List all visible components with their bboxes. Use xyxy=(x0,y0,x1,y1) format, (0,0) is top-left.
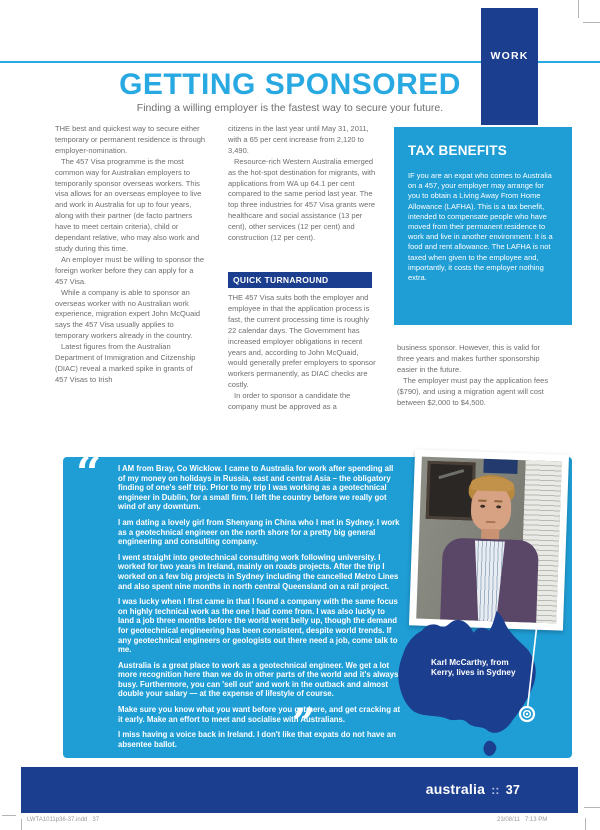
page-title: GETTING SPONSORED xyxy=(119,68,461,101)
person-eyebrow xyxy=(478,500,486,502)
paragraph: I miss having a voice back in Ireland. I don't like that expats do not have an absentee ballot. xyxy=(118,730,396,749)
paragraph: While a company is able to sponsor an overseas worker with no Australian work experience, migration expert John McQuaid says the 457 Visa usually applies to temporary workers already in the country. xyxy=(55,287,201,341)
person-face xyxy=(470,484,512,531)
magazine-name: australia xyxy=(425,781,486,797)
paragraph: THE 457 Visa suits both the employer and employee in that the application process is fast, the current processing time is roughly 22 calendar days. The Government has increased employer obligations in recent years and, according to John McQuaid, would generally prefer employers to sponsor workers permanently, as DIAC checks are costly. xyxy=(228,293,376,390)
quote-close-icon: ” xyxy=(292,700,316,747)
paragraph: citizens in the last year until May 31, 2011, with a 65 per cent increase from 2,120 to 3,490. xyxy=(228,124,369,155)
crop-mark xyxy=(578,0,579,18)
page-subtitle: Finding a willing employer is the fastest way to secure your future. xyxy=(136,102,444,114)
tax-benefits-body: IF you are an expat who comes to Australia on a 457, your employer may arrange for you to obtain a Living Away From Home Allowance (LAFHA). This is a tax benefit, intended to compensate people who have moved from their permanent residence to work and live in another environment. It is a food and rent allowance. The LAFHA is not taxed when given to the employee and, importantly, it costs the employer nothing extra. xyxy=(408,171,553,283)
location-target-icon xyxy=(495,612,545,730)
paragraph: Latest figures from the Australian Department of Immigration and Citzenship (DIAC) reveal a marked spike in grants of 457 Visas to Irish xyxy=(55,342,196,384)
paragraph: The 457 Visa programme is the most common way for Australian employers to temporarily sponsor overseas workers. This visa allows for an overseas employee to live and work in Australia for up to four years, along with their partner (de facto partners have to meet certain criteria), child or dependant relative, who may also work and study during this time. xyxy=(55,156,202,253)
person-eye xyxy=(496,505,501,508)
paragraph: An employer must be willing to sponsor the foreign worker before they can apply for a 457 Visa. xyxy=(55,254,204,286)
print-file-name: LWTA1011p36-37.indd 37 xyxy=(27,817,100,823)
person-eyebrow xyxy=(494,500,502,502)
paragraph: business sponsor. However, this is valid for three years and makes further sponsorship easier in the future. xyxy=(397,343,540,374)
person-mouth xyxy=(486,521,496,523)
person-eye xyxy=(480,505,485,508)
paragraph: I was lucky when I first came in that I found a company with the same focus on highly technical work as the one I had come from. I was also lucky to land a job three months before the world went belly up, though the demand for geotechnical engineering has been consistent, despite world trends. If any geotechnical engineers or geologists out there need a job, come talk to me. xyxy=(118,597,398,655)
wall-poster xyxy=(483,459,517,474)
testimonial-text xyxy=(118,464,402,755)
magazine-logo xyxy=(426,781,520,797)
paragraph: I am dating a lovely girl from Shenyang in China who I met in Sydney. I work as a geotechnical engineer on the north shore for a pretty big general engineering and consulting company. xyxy=(118,517,400,547)
article-column-2-bottom xyxy=(228,293,379,413)
photo-image xyxy=(416,457,562,624)
tax-benefits-heading: TAX BENEFITS xyxy=(408,143,507,158)
article-column-3 xyxy=(397,343,549,408)
paragraph: Resource-rich Western Australia emerged as the hot-spot destination for migrants, with applications from WA up 64.1 per cent compared to the same period last year. The top three industries for 457 Visa grants were healthcare and social assistance (13 per cent), other services (12 per cent) and construction (12 per cent). xyxy=(228,156,376,243)
paragraph: I went straight into geotechnical consulting work following university. I worked for two years in Ireland, mainly on roads projects. After the trip I worked on a few big projects in Sydney including the cancelled Metro Lines and also spent nine months in north central Queensland on a rail project. xyxy=(118,552,399,591)
map-caption-line1: Karl McCarthy, from xyxy=(431,658,509,667)
paragraph: I AM from Bray, Co Wicklow. I came to Australia for work after spending all of my money on holidays in Russia, east and central Asia – the obligatory finding of one's self trip. Prior to my trip I was working as a geotechnical engineer in Dublin, for a small firm. I left the country before we really got wind of any downturn. xyxy=(118,464,394,512)
crop-mark xyxy=(585,818,586,830)
paragraph: Australia is a great place to work as a geotechnical engineer. We get a lot more recognition here than we do in other parts of the world and it's always busy. Furthermore, you can 'sell out' and work in the outback and almost double your salary — at the expense of lifestyle of course. xyxy=(118,660,399,699)
photo-karl-mccarthy xyxy=(409,449,569,630)
map-caption-line2: Kerry, lives in Sydney xyxy=(431,668,516,677)
paragraph: In order to sponsor a candidate the company must be approved as a xyxy=(228,391,351,412)
tax-benefits-box xyxy=(394,127,572,325)
article-column-2-top xyxy=(228,124,379,244)
footer-bar xyxy=(21,767,578,813)
crop-mark xyxy=(21,819,22,830)
footer-separator: :: xyxy=(491,783,500,797)
crop-mark xyxy=(2,815,16,816)
quick-turnaround-heading: QUICK TURNAROUND xyxy=(228,272,372,288)
crop-mark xyxy=(583,22,600,23)
page-number: 37 xyxy=(505,783,520,797)
paragraph: THE best and quickest way to secure either temporary or permanent residence is through employer-nomination. xyxy=(55,124,206,155)
paragraph: The employer must pay the application fees ($790), and using a migration agent will cost between $2,000 to $4,500. xyxy=(397,375,549,407)
article-column-1 xyxy=(55,124,206,386)
print-timestamp: 23/08/11 7:13 PM xyxy=(497,817,548,823)
quote-open-icon: “ xyxy=(76,448,102,499)
section-tab-work: WORK xyxy=(481,8,538,125)
crop-mark xyxy=(584,807,600,808)
paragraph: Make sure you know what you want before you get here, and get cracking at it early. Make an effort to meet and socialise with Australians. xyxy=(118,705,401,724)
